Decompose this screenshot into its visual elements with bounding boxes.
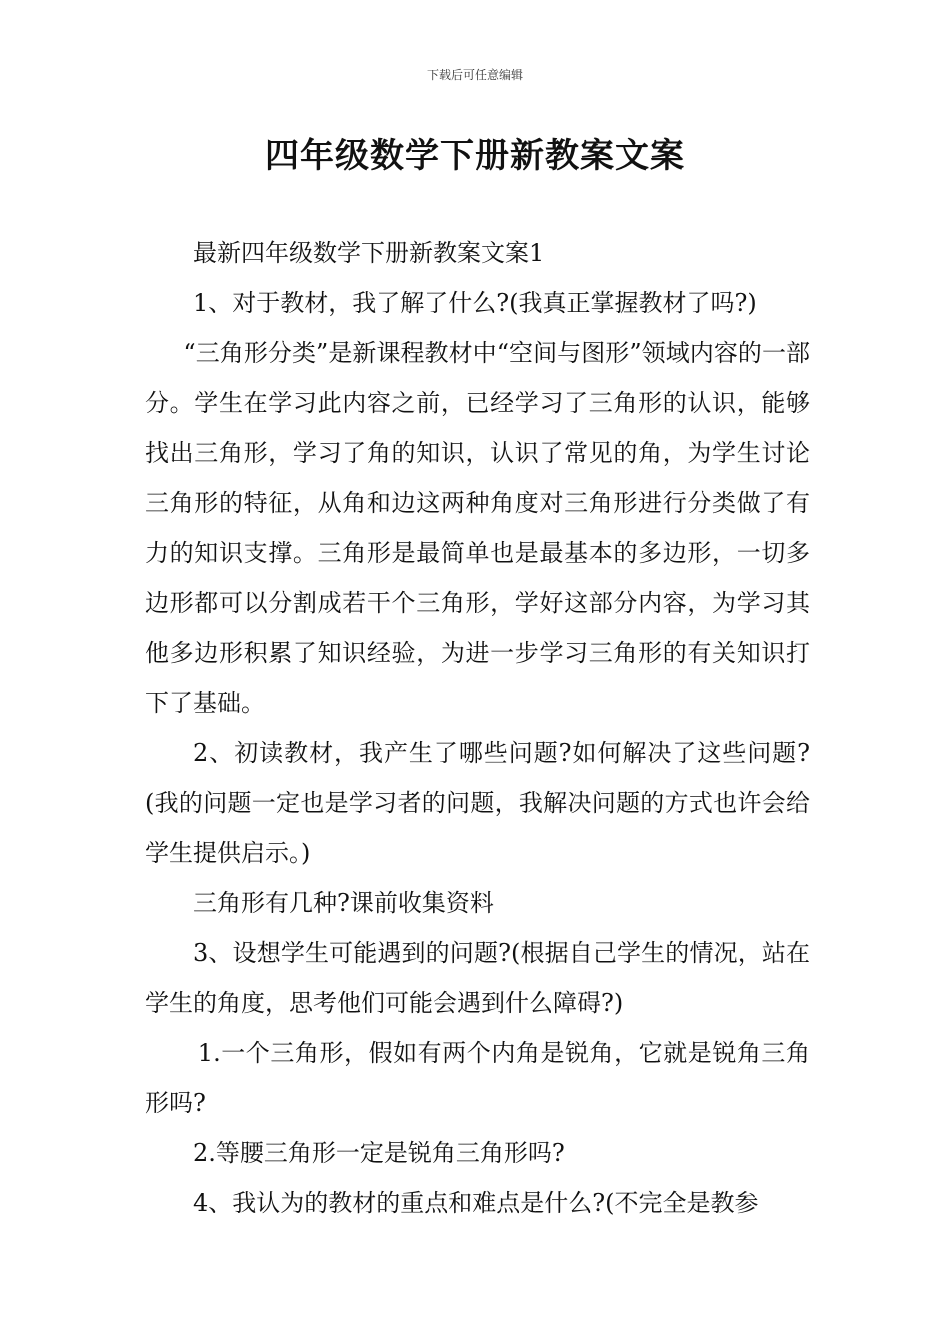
paragraph-question-3: 3、设想学生可能遇到的问题?(根据自己学生的情况，站在学生的角度，思考他们可能会遇到什么障碍?) (145, 939, 810, 1017)
paragraph-triangle-classification: “三角形分类”是新课程教材中“空间与图形”领域内容的一部分。学生在学习此内容之前，已经学习了三角形的认识，能够找出三角形，学习了角的知识，认识了常见的角，为学生讨论三角形的特征，从角和边这两种角度对三角形进行分类做了有力的知识支撑。三角形是最简单也是最基本的多边形，一切多边形都可以分割成若干个三角形，学好这部分内容，为学习其他多边形积累了知识经验，为进一步学习三角形的有关知识打下了基础。 (145, 339, 810, 717)
paragraph-item-1: 1.一个三角形，假如有两个内角是锐角，它就是锐角三角形吗? (145, 1039, 810, 1117)
paragraph-triangle-types: 三角形有几种?课前收集资料 (193, 889, 494, 917)
section-heading: 最新四年级数学下册新教案文案1 (193, 239, 545, 267)
document-body (145, 228, 810, 1228)
paragraph-item-2: 2.等腰三角形一定是锐角三角形吗? (193, 1139, 565, 1167)
paragraph-question-2: 2、初读教材，我产生了哪些问题?如何解决了这些问题?(我的问题一定也是学习者的问题，我解决问题的方式也许会给学生提供启示。) (145, 739, 810, 867)
header-note: 下载后可任意编辑 (426, 68, 523, 82)
paragraph-question-4: 4、我认为的教材的重点和难点是什么?(不完全是教参 (193, 1189, 759, 1217)
document-title: 四年级数学下册新教案文案 (265, 136, 685, 176)
paragraph-question-1: 1、对于教材，我了解了什么?(我真正掌握教材了吗?) (193, 289, 757, 317)
